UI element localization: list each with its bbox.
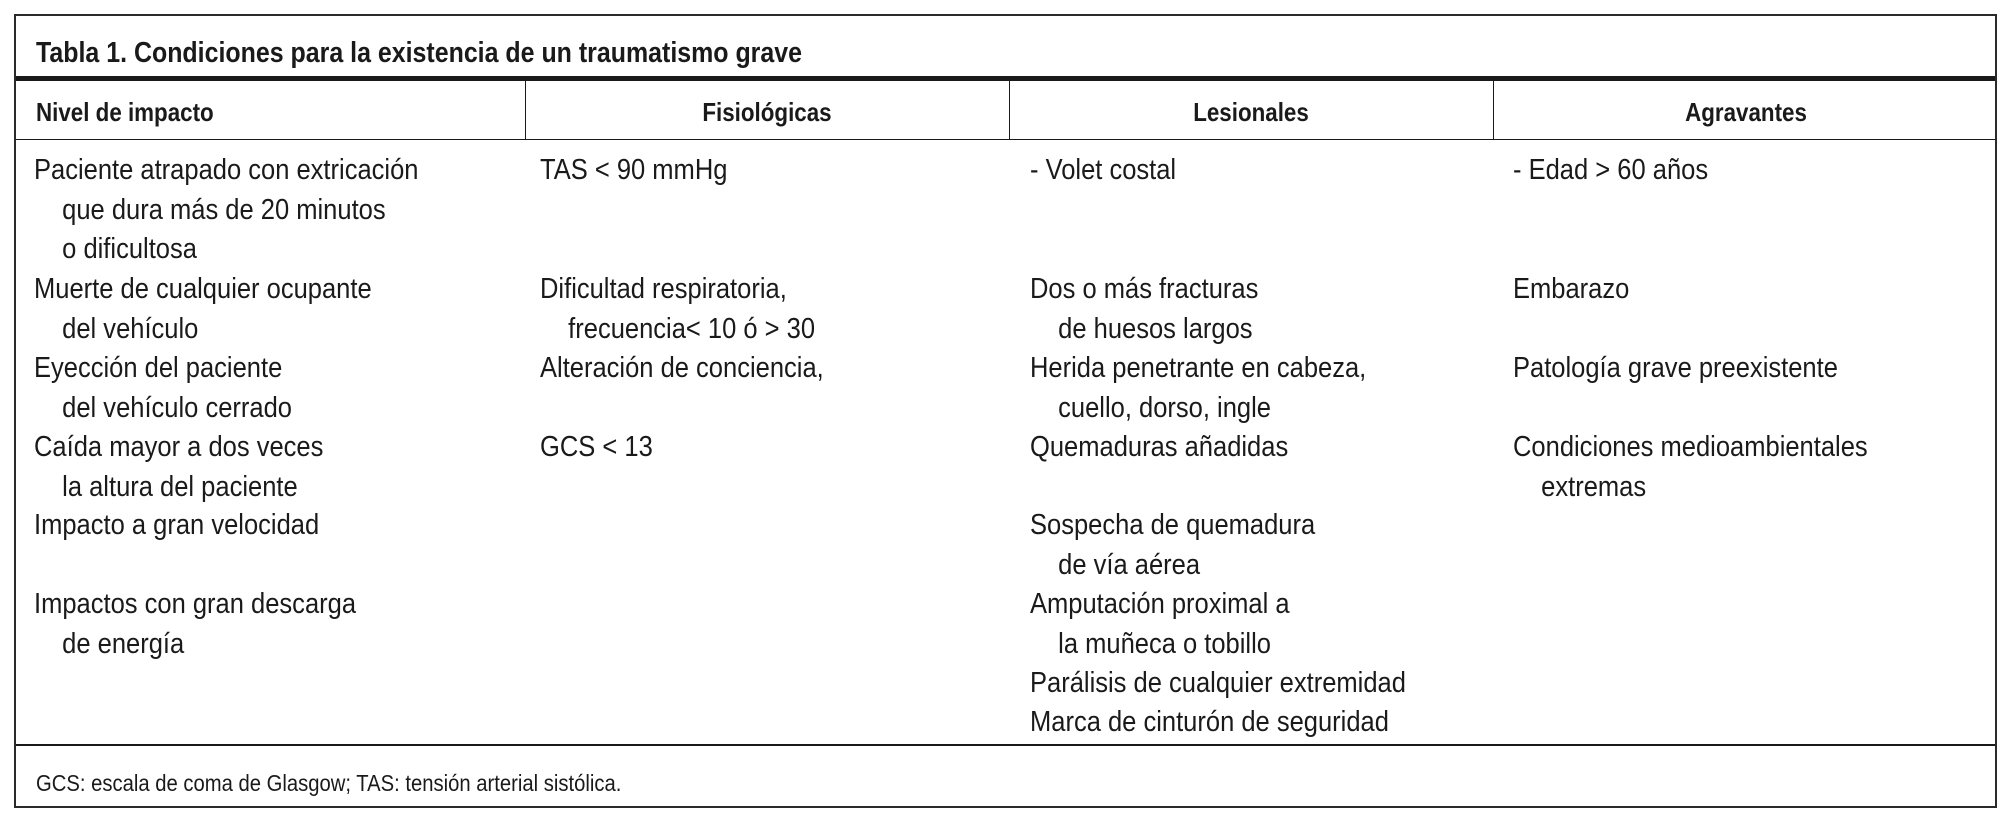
nivel-cell (34, 349, 292, 428)
cell-line: Sospecha de quemadura (1030, 509, 1316, 541)
header-fisiologicas: Fisiológicas (702, 97, 832, 127)
cell-line: de vía aérea (1058, 548, 1201, 581)
cell-line: cuello, dorso, ingle (1058, 391, 1271, 424)
lesionales-cell (1030, 349, 1366, 428)
cell-line: Parálisis de cualquier extremidad (1030, 667, 1406, 699)
cell-line: Patología grave preexistente (1513, 352, 1838, 384)
header-divider-3 (1493, 81, 1494, 139)
header-nivel-de-impacto: Nivel de impacto (36, 97, 214, 127)
fisiologicas-cell (540, 428, 653, 468)
nivel-cell (34, 270, 372, 349)
cell-line: Embarazo (1513, 273, 1630, 305)
cell-line: o dificultosa (62, 233, 197, 266)
title-rule (16, 76, 1995, 81)
cell-line: - Volet costal (1030, 154, 1177, 186)
table-title: Tabla 1. Condiciones para la existencia de un traumatismo grave (36, 37, 803, 69)
cell-line: de huesos largos (1058, 312, 1253, 345)
agravantes-cell (1513, 151, 1708, 191)
cell-line: Caída mayor a dos veces (34, 431, 324, 463)
header-rule (16, 139, 1995, 140)
agravantes-cell (1513, 428, 1868, 507)
header-divider-1 (525, 81, 526, 139)
cell-line: Alteración de conciencia, (540, 352, 824, 384)
cell-line: Muerte de cualquier ocupante (34, 273, 372, 305)
lesionales-cell (1030, 428, 1288, 468)
cell-line: Quemaduras añadidas (1030, 431, 1289, 463)
fisiologicas-cell (540, 349, 824, 389)
nivel-cell (34, 428, 323, 507)
cell-line: Dificultad respiratoria, (540, 273, 787, 305)
cell-line: extremas (1541, 470, 1647, 503)
lesionales-cell (1030, 585, 1290, 664)
cell-line: del vehículo (62, 312, 199, 345)
cell-line: que dura más de 20 minutos (62, 193, 386, 226)
cell-line: Dos o más fracturas (1030, 273, 1259, 305)
lesionales-cell (1030, 506, 1315, 585)
fisiologicas-cell (540, 270, 815, 349)
footer-rule (16, 744, 1995, 746)
fisiologicas-cell (540, 151, 727, 191)
cell-line: la altura del paciente (62, 470, 298, 503)
cell-line: Impactos con gran descarga (34, 588, 357, 620)
cell-line: - Edad > 60 años (1513, 154, 1709, 186)
cell-line: Paciente atrapado con extricación (34, 154, 419, 186)
cell-line: de energía (62, 627, 185, 660)
lesionales-cell (1030, 664, 1406, 704)
cell-line: Marca de cinturón de seguridad (1030, 706, 1389, 738)
cell-line: TAS < 90 mmHg (540, 154, 728, 186)
header-agravantes: Agravantes (1685, 97, 1807, 127)
nivel-cell (34, 585, 356, 664)
table-frame (14, 14, 1997, 808)
cell-line: Amputación proximal a (1030, 588, 1290, 620)
table-footnote: GCS: escala de coma de Glasgow; TAS: tensión arterial sistólica. (36, 770, 622, 796)
nivel-cell (34, 506, 319, 546)
lesionales-cell (1030, 703, 1389, 743)
lesionales-cell (1030, 270, 1258, 349)
cell-line: del vehículo cerrado (62, 391, 292, 424)
header-divider-2 (1009, 81, 1010, 139)
cell-line: la muñeca o tobillo (1058, 627, 1271, 660)
header-lesionales: Lesionales (1193, 97, 1309, 127)
lesionales-cell (1030, 151, 1176, 191)
cell-line: GCS < 13 (540, 431, 653, 463)
cell-line: Condiciones medioambientales (1513, 431, 1868, 463)
cell-line: Impacto a gran velocidad (34, 509, 320, 541)
cell-line: Herida penetrante en cabeza, (1030, 352, 1367, 384)
agravantes-cell (1513, 270, 1629, 310)
agravantes-cell (1513, 349, 1838, 389)
nivel-cell (34, 151, 418, 270)
cell-line: Eyección del paciente (34, 352, 283, 384)
cell-line: frecuencia< 10 ó > 30 (568, 312, 816, 345)
